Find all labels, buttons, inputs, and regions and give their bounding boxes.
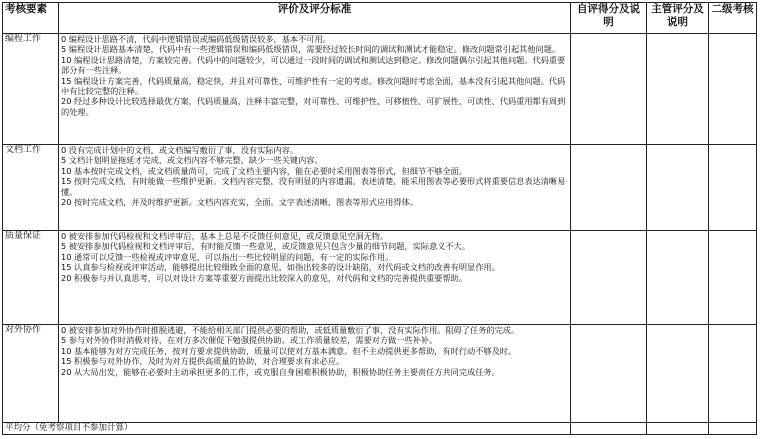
second-review-cell[interactable]: [709, 145, 757, 231]
factor-cell: 文档工作: [3, 145, 59, 231]
factor-cell: 对外协作: [3, 325, 59, 423]
criteria-item: 10 基本能够为对方完成任务，按对方要求提供协助，质量可以使对方基本满意。但不主动提供更多帮助，有时行动不够及时。: [61, 345, 517, 356]
supervisor-score-cell[interactable]: [647, 34, 709, 145]
self-score-cell[interactable]: [571, 34, 647, 145]
criteria-cell: [59, 34, 571, 145]
table-row: [3, 145, 757, 231]
criteria-item: 10 编程设计思路清楚，方案较完善。代码中的问题较少，可以通过一段时间的调试和测试达到稳定。修改问题偶尔引起其他问题。代码重要部分有一些注释。: [61, 54, 566, 76]
criteria-item: 10 通常可以反馈一些检视或评审意见，可以指出一些比较明显的问题，有一定的实际作用。: [61, 251, 394, 262]
header-self-score: 自评得分及说明: [571, 3, 647, 34]
second-average-cell[interactable]: [709, 423, 757, 435]
criteria-item: 5 编程设计思路基本清楚，代码中有一些逻辑错误和编码低级错误，需要经过较长时间的调试和测试才能稳定。修改问题常引起其他问题。: [61, 44, 561, 55]
table-row: [3, 325, 757, 423]
criteria-item: 5 被安排参加代码检视和文档评审后，有时能反馈一些意见，或反馈意见只包含少量的细节问题，实际意义不大。: [61, 241, 471, 252]
criteria-item: 15 按时完成文档，有时能做一些维护更新。文档内容完整，没有明显的内容遗漏。表述清楚，能采用图表等必要形式将重要信息表达清晰易懂。: [61, 176, 566, 197]
table-row: [3, 231, 757, 325]
criteria-item: 15 认真参与检视或评审活动，能够提出比较细致全面的意见，如指出较多的设计缺陷，对代码或文档的改善有明显作用。: [61, 262, 500, 273]
self-score-cell[interactable]: [571, 231, 647, 325]
criteria-item: 20 从大局出发，能够在必要时主动承担更多的工作，或克服自身困难积极协助，积极协助任务主要责任方共同完成任务。: [61, 366, 500, 377]
second-review-cell[interactable]: [709, 34, 757, 145]
self-score-cell[interactable]: [571, 145, 647, 231]
second-review-cell[interactable]: [709, 231, 757, 325]
factor-cell: 质量保证: [3, 231, 59, 325]
criteria-item: 5 参与对外协作时消极对待，在对方多次催促下勉强提供协助。或工作质量较差，需要对方做一些补补。: [61, 335, 438, 346]
criteria-item: 20 按时完成文档，并及时维护更新。文档内容充实，全面。文字表述清晰，图表等形式应用得体。: [61, 197, 418, 208]
self-score-cell[interactable]: [571, 325, 647, 423]
criteria-item: 15 积极参与对外协作，及时为对方提供高质量的协助，对合理要求有求必应。: [61, 356, 345, 367]
criteria-item: 10 基本按时完成文档，或文档质量尚可，完成了文档主要内容，能在必要时采用图表等形式，但细节不够全面。: [61, 165, 468, 176]
table-row: [3, 34, 757, 145]
supervisor-average-cell[interactable]: [647, 423, 709, 435]
header-criteria: 评价及评分标准: [59, 3, 571, 34]
average-label: 平均分（免考察项目不参加计算）: [3, 423, 571, 435]
criteria-item: 0 没有完成计划中的文档，或文档编写敷衍了事，没有实际内容。: [61, 145, 299, 155]
evaluation-table: [2, 2, 757, 435]
criteria-item: 20 经过多种设计比较选择最优方案，代码质量高，注释丰富完整，对可靠性、可维护性、可移植性、可扩展性、可读性、代码重用都有周到的处理。: [61, 96, 566, 117]
header-second-review: 二级考核: [709, 3, 757, 34]
factor-cell: 编程工作: [3, 34, 59, 145]
header-row: [3, 3, 757, 34]
criteria-item: 5 文档计划明显拖延才完成，或文档内容不够完整，缺少一些关键内容。: [61, 155, 323, 166]
criteria-cell: [59, 231, 571, 325]
header-supervisor-score: 主管评分及说明: [647, 3, 709, 34]
average-row: [3, 423, 757, 435]
self-average-cell[interactable]: [571, 423, 647, 435]
criteria-item: 0 被安排参加代码检视和文档评审后，基本上总是不反馈任何意见，或反馈意见空洞无物。: [61, 231, 389, 241]
criteria-item: 0 编程设计思路不清，代码中逻辑错误或编码低级错误较多，基本不可用。: [61, 34, 331, 44]
second-review-cell[interactable]: [709, 325, 757, 423]
header-factor: 考核要素: [3, 3, 59, 34]
criteria-cell: [59, 145, 571, 231]
criteria-item: 15 编程设计方案完善，代码质量高，稳定快，并且对可靠性、可维护性有一定的考虑。修改问题时考虑全面，基本没有引起其他问题。代码中有比较完整的注释。: [61, 75, 566, 97]
criteria-item: 20 积极参与并认真思考，可以对设计方案等重要方面提出比较深入的意见，对代码和文档的完善提供重要帮助。: [61, 272, 468, 283]
supervisor-score-cell[interactable]: [647, 231, 709, 325]
criteria-cell: [59, 325, 571, 423]
criteria-item: 0 被安排参加对外协作时推脱逃避，不能给相关部门提供必要的帮助，或低质量敷衍了事，没有实际作用。阻碍了任务的完成。: [61, 325, 520, 335]
supervisor-score-cell[interactable]: [647, 145, 709, 231]
supervisor-score-cell[interactable]: [647, 325, 709, 423]
